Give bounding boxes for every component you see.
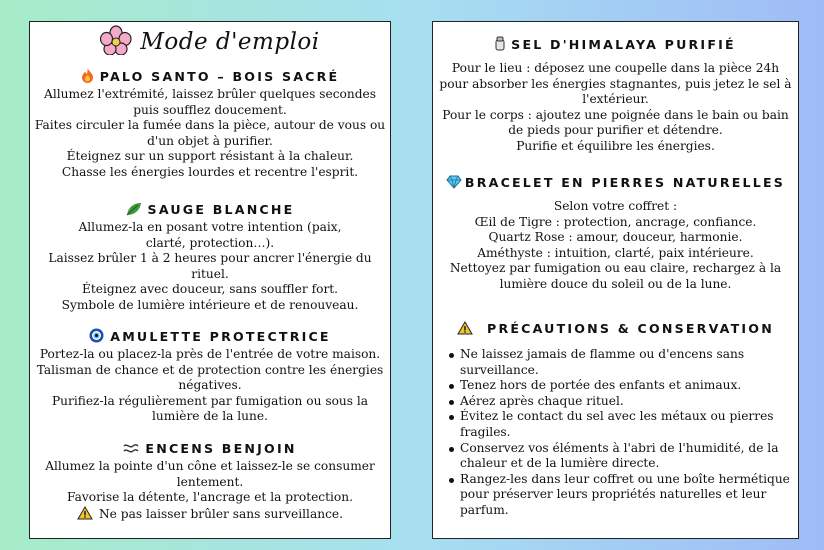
section-sauge-blanche: [30, 202, 390, 314]
encens-heading: ENCENS BENJOIN: [145, 441, 297, 456]
sel-heading: SEL D'HIMALAYA PURIFIÉ: [511, 37, 736, 52]
page-title: Mode d'emploi: [140, 29, 320, 55]
warning-icon: [457, 321, 473, 339]
palo-santo-line-4: Chasse les énergies lourdes et recentre l'esprit.: [61, 164, 359, 179]
list-item: Conservez vos éléments à l'abri de l'humidité, de la chaleur et de la lumière directe.: [433, 441, 798, 472]
amulette-heading: AMULETTE PROTECTRICE: [110, 329, 331, 344]
amulette-line-2: Talisman de chance et de protection contre les énergies négatives.: [36, 362, 384, 393]
gem-icon: [446, 175, 462, 193]
section-sel: [433, 36, 798, 155]
sauge-heading: SAUGE BLANCHE: [147, 202, 295, 217]
section-precautions: [433, 321, 798, 519]
bracelet-line-3: Quartz Rose : amour, douceur, harmonie.: [488, 230, 743, 245]
encens-line-2: Favorise la détente, l'ancrage et la protection.: [66, 490, 353, 505]
smoke-icon: [123, 442, 139, 459]
leaf-icon: [126, 202, 142, 220]
list-item: Tenez hors de portée des enfants et animaux.: [433, 378, 798, 394]
sauge-line-1: Allumez-la en posant votre intention (paix, clarté, protection…).: [78, 220, 342, 250]
sel-line-1: Pour le lieu : déposez une coupelle dans la pièce 24h pour absorber les énergies stagnantes, puis jetez le sel à l'extérieur.: [439, 61, 792, 107]
cherry-blossom-icon: [100, 25, 132, 59]
bracelet-line-5: Nettoyez par fumigation ou eau claire, rechargez à la lumière douce du soleil ou de la lune.: [449, 261, 782, 291]
palo-santo-line-2: Faites circuler la fumée dans la pièce, autour de vous ou d'un objet à purifier.: [34, 118, 386, 148]
bracelet-line-1: Selon votre coffret :: [553, 199, 678, 213]
sauge-line-2: Laissez brûler 1 à 2 heures pour ancrer l'énergie du rituel.: [48, 251, 372, 281]
fire-icon: [81, 68, 94, 87]
amulette-line-1: Portez-la ou placez-la près de l'entrée de votre maison.: [39, 347, 381, 361]
right-panel: [432, 21, 799, 539]
list-item: Ne laissez jamais de flamme ou d'encens sans surveillance.: [433, 347, 798, 378]
section-amulette: [30, 328, 390, 425]
nazar-amulet-icon: [89, 328, 104, 347]
sel-line-2: Pour le corps : ajoutez une poignée dans le bain ou bain de pieds pour purifier et détendre.: [442, 107, 789, 138]
palo-santo-line-3: Éteignez sur un support résistant à la chaleur.: [66, 149, 354, 164]
section-palo-santo: [30, 68, 390, 181]
bracelet-line-4: Améthyste : intuition, clarté, paix intérieure.: [477, 245, 754, 260]
precautions-list: [433, 347, 798, 519]
salt-shaker-icon: [495, 36, 505, 55]
amulette-line-3: Purifiez-la régulièrement par fumigation ou sous la lumière de la lune.: [51, 393, 369, 424]
precautions-heading: PRÉCAUTIONS & CONSERVATION: [487, 321, 774, 336]
palo-santo-heading: PALO SANTO – BOIS SACRÉ: [99, 69, 340, 84]
sauge-line-4: Symbole de lumière intérieure et de renouveau.: [61, 297, 359, 312]
encens-line-1: Allumez la pointe d'un cône et laissez-le se consumer lentement.: [45, 459, 375, 489]
palo-santo-line-1: Allumez l'extrémité, laissez brûler quelques secondes puis soufflez doucement.: [44, 87, 376, 117]
section-bracelet: [433, 175, 798, 293]
section-encens: [30, 441, 390, 524]
list-item: Évitez le contact du sel avec les métaux ou pierres fragiles.: [433, 409, 798, 440]
title-row: [30, 25, 390, 59]
list-item: Rangez-les dans leur coffret ou une boîte hermétique pour préserver leurs propriétés naturelles et leur parfum.: [433, 472, 798, 519]
list-item: Aérez après chaque rituel.: [433, 394, 798, 410]
bracelet-line-2: Œil de Tigre : protection, ancrage, confiance.: [474, 214, 757, 229]
warning-icon: [77, 506, 93, 525]
encens-warning: Ne pas laisser brûler sans surveillance.: [99, 506, 343, 521]
sel-line-3: Purifie et équilibre les énergies.: [516, 138, 715, 153]
left-panel: [29, 21, 391, 539]
sauge-line-3: Éteignez avec douceur, sans souffler fort.: [81, 282, 339, 297]
bracelet-heading: BRACELET EN PIERRES NATURELLES: [464, 175, 786, 190]
